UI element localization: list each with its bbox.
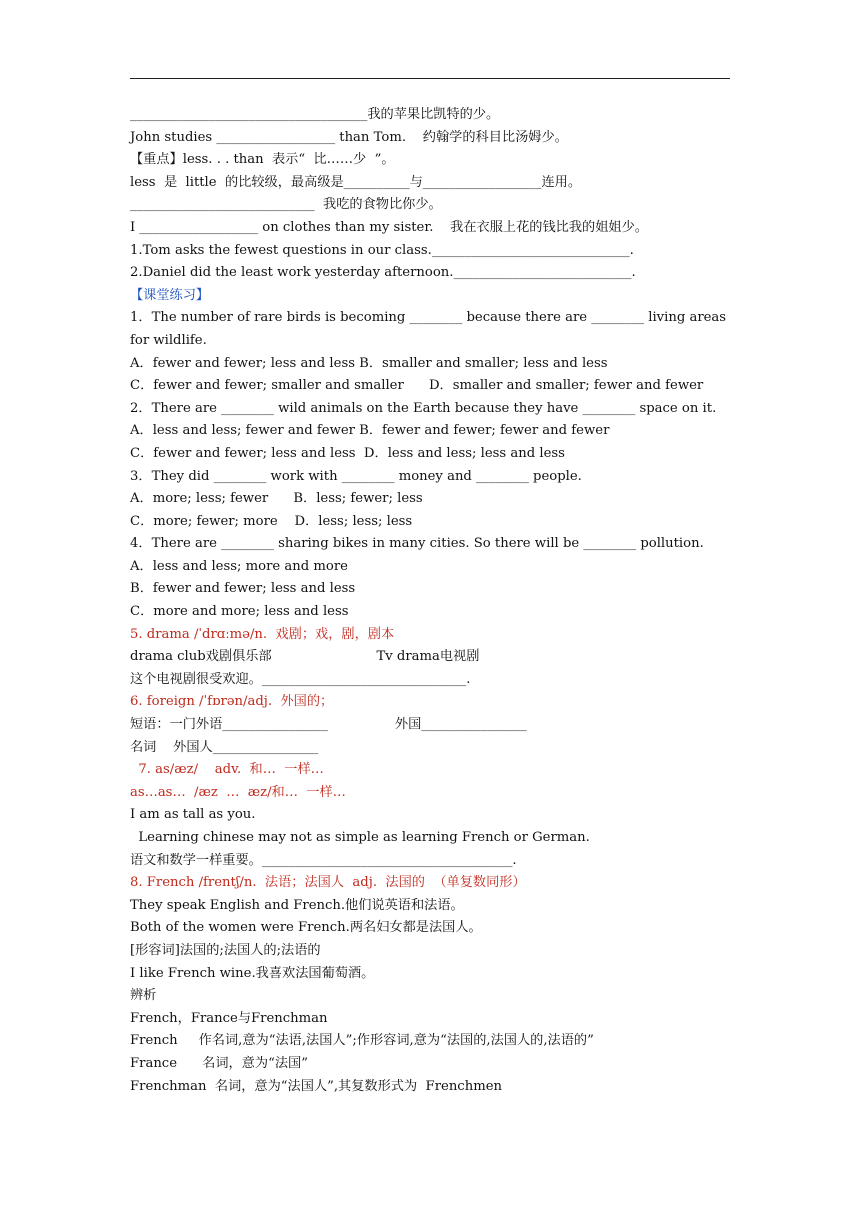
text-line: 语文和数学一样重要。______________________________________. (130, 852, 517, 868)
text-line: as…as… /æz … æz/和… 一样… (130, 784, 346, 800)
text-line: A．fewer and fewer; less and less B．smaller and smaller; less and less (130, 355, 608, 371)
text-line: A．less and less; fewer and fewer B．fewer and fewer; fewer and fewer (130, 423, 610, 439)
text-line: 1.Tom asks the fewest questions in our class.______________________________. (130, 242, 634, 258)
text-line: ____________________________________我的苹果比凯特的少。 (130, 107, 500, 122)
text-line: 1．The number of rare birds is becoming ________ because there are ________ living areas for wildlife. (130, 310, 727, 348)
text-line: French，France与Frenchman (130, 1010, 328, 1026)
text-line: 5. drama /ˈdrɑːmə/n. 戏剧；戏，剧，剧本 (130, 626, 395, 642)
text-line: 2．There are ________ wild animals on the Earth because they have ________ space on it. (130, 400, 717, 416)
text-line: Both of the women were French.两名妇女都是法国人。 (130, 920, 482, 936)
text-line: A．more; less; fewer B．less; fewer; less (130, 491, 423, 507)
text-line: 【课堂练习】 (130, 287, 210, 303)
text-line: C．fewer and fewer; smaller and smaller D．smaller and smaller; fewer and fewer (130, 378, 704, 394)
document-body (130, 104, 730, 1098)
text-line: France 名词，意为“法国” (130, 1055, 308, 1071)
text-line: They speak English and French.他们说英语和法语。 (130, 897, 464, 913)
text-line: 短语：一门外语________________ 外国________________ (130, 717, 527, 733)
text-line: C．more and more; less and less (130, 604, 349, 620)
text-line: C．fewer and fewer; less and less D．less and less; less and less (130, 445, 565, 461)
text-line: Frenchman 名词，意为“法国人”,其复数形式为 Frenchmen (130, 1078, 502, 1094)
text-line: 【重点】less. . . than 表示“ 比……少 ”。 (130, 152, 395, 168)
text-line: 4．There are ________ sharing bikes in many cities. So there will be ________ pollution. (130, 536, 704, 552)
text-line: I like French wine.我喜欢法国葡萄酒。 (130, 965, 375, 981)
text-line: French 作名词,意为“法语,法国人”;作形容词,意为“法国的,法国人的,法语的” (130, 1033, 594, 1049)
text-line: 7. as/æz/ adv. 和… 一样… (130, 762, 324, 778)
text-line: 2.Daniel did the least work yesterday afternoon.___________________________. (130, 265, 636, 281)
text-line: John studies __________________ than Tom. 约翰学的科目比汤姆少。 (130, 129, 568, 145)
text-line: B．fewer and fewer; less and less (130, 581, 356, 597)
text-line: 3．They did ________ work with ________ money and ________ people. (130, 468, 582, 484)
text-line: ____________________________ 我吃的食物比你少。 (130, 197, 442, 213)
text-line: 辨析 (130, 988, 157, 1004)
text-line: 6. foreign /ˈfɒrən/adj. 外国的； (130, 694, 334, 710)
text-line: [形容词]法国的;法国人的;法语的 (130, 942, 321, 958)
text-line: I __________________ on clothes than my sister. 我在衣服上花的钱比我的姐姐少。 (130, 219, 648, 235)
text-line: C．more; fewer; more D．less; less; less (130, 513, 413, 529)
header-rule (130, 78, 730, 79)
text-line: A．less and less; more and more (130, 558, 348, 574)
text-line: less 是 little 的比较级，最高级是__________与__________________连用。 (130, 174, 582, 190)
text-line: drama club戏剧俱乐部 Tv drama电视剧 (130, 649, 480, 665)
text-line: 8. French /frentʃ/n. 法语；法国人 adj. 法国的 （单复数同形） (130, 875, 526, 891)
text-line: 这个电视剧很受欢迎。_______________________________. (130, 671, 471, 687)
text-line: 名词 外国人________________ (130, 739, 319, 755)
text-line: Learning chinese may not as simple as learning French or German. (130, 830, 590, 845)
text-line: I am as tall as you. (130, 807, 256, 823)
